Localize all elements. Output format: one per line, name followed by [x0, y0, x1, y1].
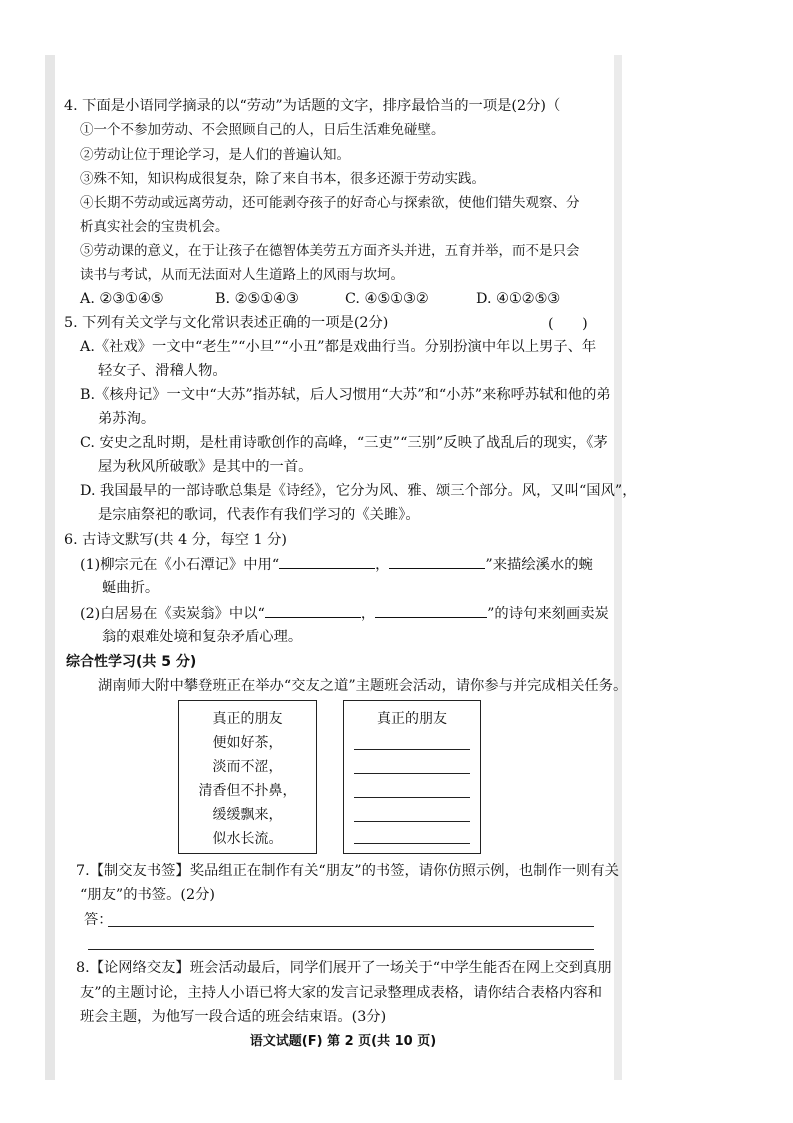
- q8-line2: 友”的主题讨论，主持人小语已将大家的发言记录整理成表格，请你结合表格内容和: [80, 985, 602, 1001]
- q4-option-d[interactable]: D. ④①②⑤③: [476, 291, 561, 307]
- q6-part1: [80, 554, 593, 575]
- q4-sentence-4a: ④长期不劳动或远离劳动，还可能剥夺孩子的好奇心与探索欲，使他们错失观察、分: [80, 195, 580, 211]
- q4-sentence-5a: ⑤劳动课的意义，在于让孩子在德智体美劳五方面齐头并进，五育并举，而不是只会: [80, 243, 580, 259]
- q6-blank-4[interactable]: [375, 603, 487, 618]
- q8-line3: 班会主题，为他写一段合适的班会结束语。(3分): [80, 1009, 387, 1025]
- bookmark-answer-line-1[interactable]: [354, 749, 470, 750]
- q4-stem: 4. 下面是小语同学摘录的以“劳动”为话题的文字，排序最恰当的一项是(2分)（: [64, 98, 561, 114]
- q8-line1: 8.【论网络交友】班会活动最后，同学们展开了一场关于“中学生能否在网上交到真朋: [76, 960, 612, 976]
- bookmark-answer-line-2[interactable]: [354, 773, 470, 774]
- q4-sentence-4b: 析真实社会的宝贵机会。: [80, 219, 229, 235]
- q7-answer-line-2[interactable]: [88, 949, 594, 950]
- q4-sentence-5b: 读书与考试，从而无法面对人生道路上的风雨与坎坷。: [80, 267, 404, 283]
- q6-part2-continued: 翁的艰难处境和复杂矛盾心理。: [102, 629, 303, 645]
- q5-option-b-line1: B.《核舟记》一文中“大苏”指苏轼，后人习惯用“大苏”和“小苏”来称呼苏轼和他的弟: [80, 387, 611, 403]
- q6-blank-3[interactable]: [265, 603, 361, 618]
- bookmark-answer-line-4[interactable]: [354, 821, 470, 822]
- section-intro: 湖南师大附中攀登班正在举办“交友之道”主题班会活动，请你参与并完成相关任务。: [98, 678, 628, 694]
- q5-answer-paren[interactable]: ( ): [548, 316, 588, 332]
- bookmark-example: [178, 700, 317, 854]
- q6-part2: [80, 603, 609, 624]
- q5-option-a-line1: A.《社戏》一文中“老生”“小旦”“小丑”都是戏曲行当。分别扮演中年以上男子、年: [80, 339, 597, 355]
- q4-option-c[interactable]: C. ④⑤①③②: [345, 291, 429, 307]
- q6-stem: 6. 古诗文默写(共 4 分，每空 1 分): [64, 532, 287, 548]
- q5-option-d-line2: 是宗庙祭祀的歌词，代表作有我们学习的《关雎》。: [98, 507, 420, 523]
- q6-part1-sep: ，: [375, 557, 390, 573]
- q6-part1-prefix: (1)柳宗元在《小石潭记》中用“: [80, 557, 280, 573]
- q4-sentence-1: ①一个不参加劳动、不会照顾自己的人，日后生活难免碰壁。: [80, 122, 445, 138]
- page-footer: 语文试题(F) 第 2 页(共 10 页): [249, 1034, 437, 1049]
- bookmark-example-line-1: 真正的朋友: [212, 711, 283, 727]
- bookmark-example-line-6: 似水长流。: [212, 831, 283, 847]
- q7-line1: 7.【制交友书签】奖品组正在制作有关“朋友”的书签，请你仿照示例，也制作一则有关: [76, 863, 619, 879]
- q4-sentence-2: ②劳动让位于理论学习，是人们的普遍认知。: [80, 147, 350, 163]
- q7-answer-line-1[interactable]: [108, 926, 594, 927]
- q5-option-a-line2: 轻女子、滑稽人物。: [98, 363, 227, 379]
- q7-answer-label: 答：: [84, 912, 113, 928]
- scan-gutter-left: [45, 55, 55, 1080]
- q5-stem: 5. 下列有关文学与文化常识表述正确的一项是(2分): [64, 315, 389, 331]
- q5-option-b-line2: 弟苏洵。: [98, 411, 156, 427]
- q6-part1-continued: 蜒曲折。: [102, 580, 160, 596]
- bookmark-answer-line-3[interactable]: [354, 797, 470, 798]
- bookmark-example-line-3: 淡而不涩，: [212, 759, 283, 775]
- q4-option-b[interactable]: B. ②⑤①④③: [215, 291, 299, 307]
- q7-line2: “朋友”的书签。(2分): [80, 887, 215, 903]
- q5-option-c-line1: C. 安史之乱时期，是杜甫诗歌创作的高峰，“三吏”“三别”反映了战乱后的现实，《茅: [80, 435, 608, 451]
- q6-blank-1[interactable]: [279, 554, 375, 569]
- bookmark-answer: [343, 700, 481, 854]
- q6-blank-2[interactable]: [389, 554, 485, 569]
- q4-option-a[interactable]: A. ②③①④⑤: [80, 291, 164, 307]
- q5-option-c-line2: 屋为秋风所破歌》是其中的一首。: [98, 459, 313, 475]
- q5-option-d-line1: D. 我国最早的一部诗歌总集是《诗经》，它分为风、雅、颂三个部分。风，又叫“国风”，: [80, 483, 637, 499]
- q6-part2-suffix: ”的诗句来刻画卖炭: [487, 606, 609, 622]
- bookmark-answer-line-5[interactable]: [354, 843, 470, 844]
- section-title: 综合性学习(共 5 分): [66, 654, 197, 670]
- q4-sentence-3: ③殊不知，知识构成很复杂，除了来自书本，很多还源于劳动实践。: [80, 171, 485, 187]
- bookmark-answer-title: 真正的朋友: [377, 711, 447, 727]
- q6-part2-sep: ，: [360, 606, 376, 622]
- scan-gutter-right: [614, 55, 622, 1080]
- bookmark-example-line-4: 清香但不扑鼻，: [198, 783, 297, 799]
- bookmark-example-line-5: 缓缓飘来，: [212, 807, 283, 823]
- q6-part2-prefix: (2)白居易在《卖炭翁》中以“: [80, 606, 265, 622]
- q6-part1-suffix: ”来描绘溪水的蜿: [485, 557, 593, 573]
- bookmark-example-line-2: 便如好茶，: [212, 735, 283, 751]
